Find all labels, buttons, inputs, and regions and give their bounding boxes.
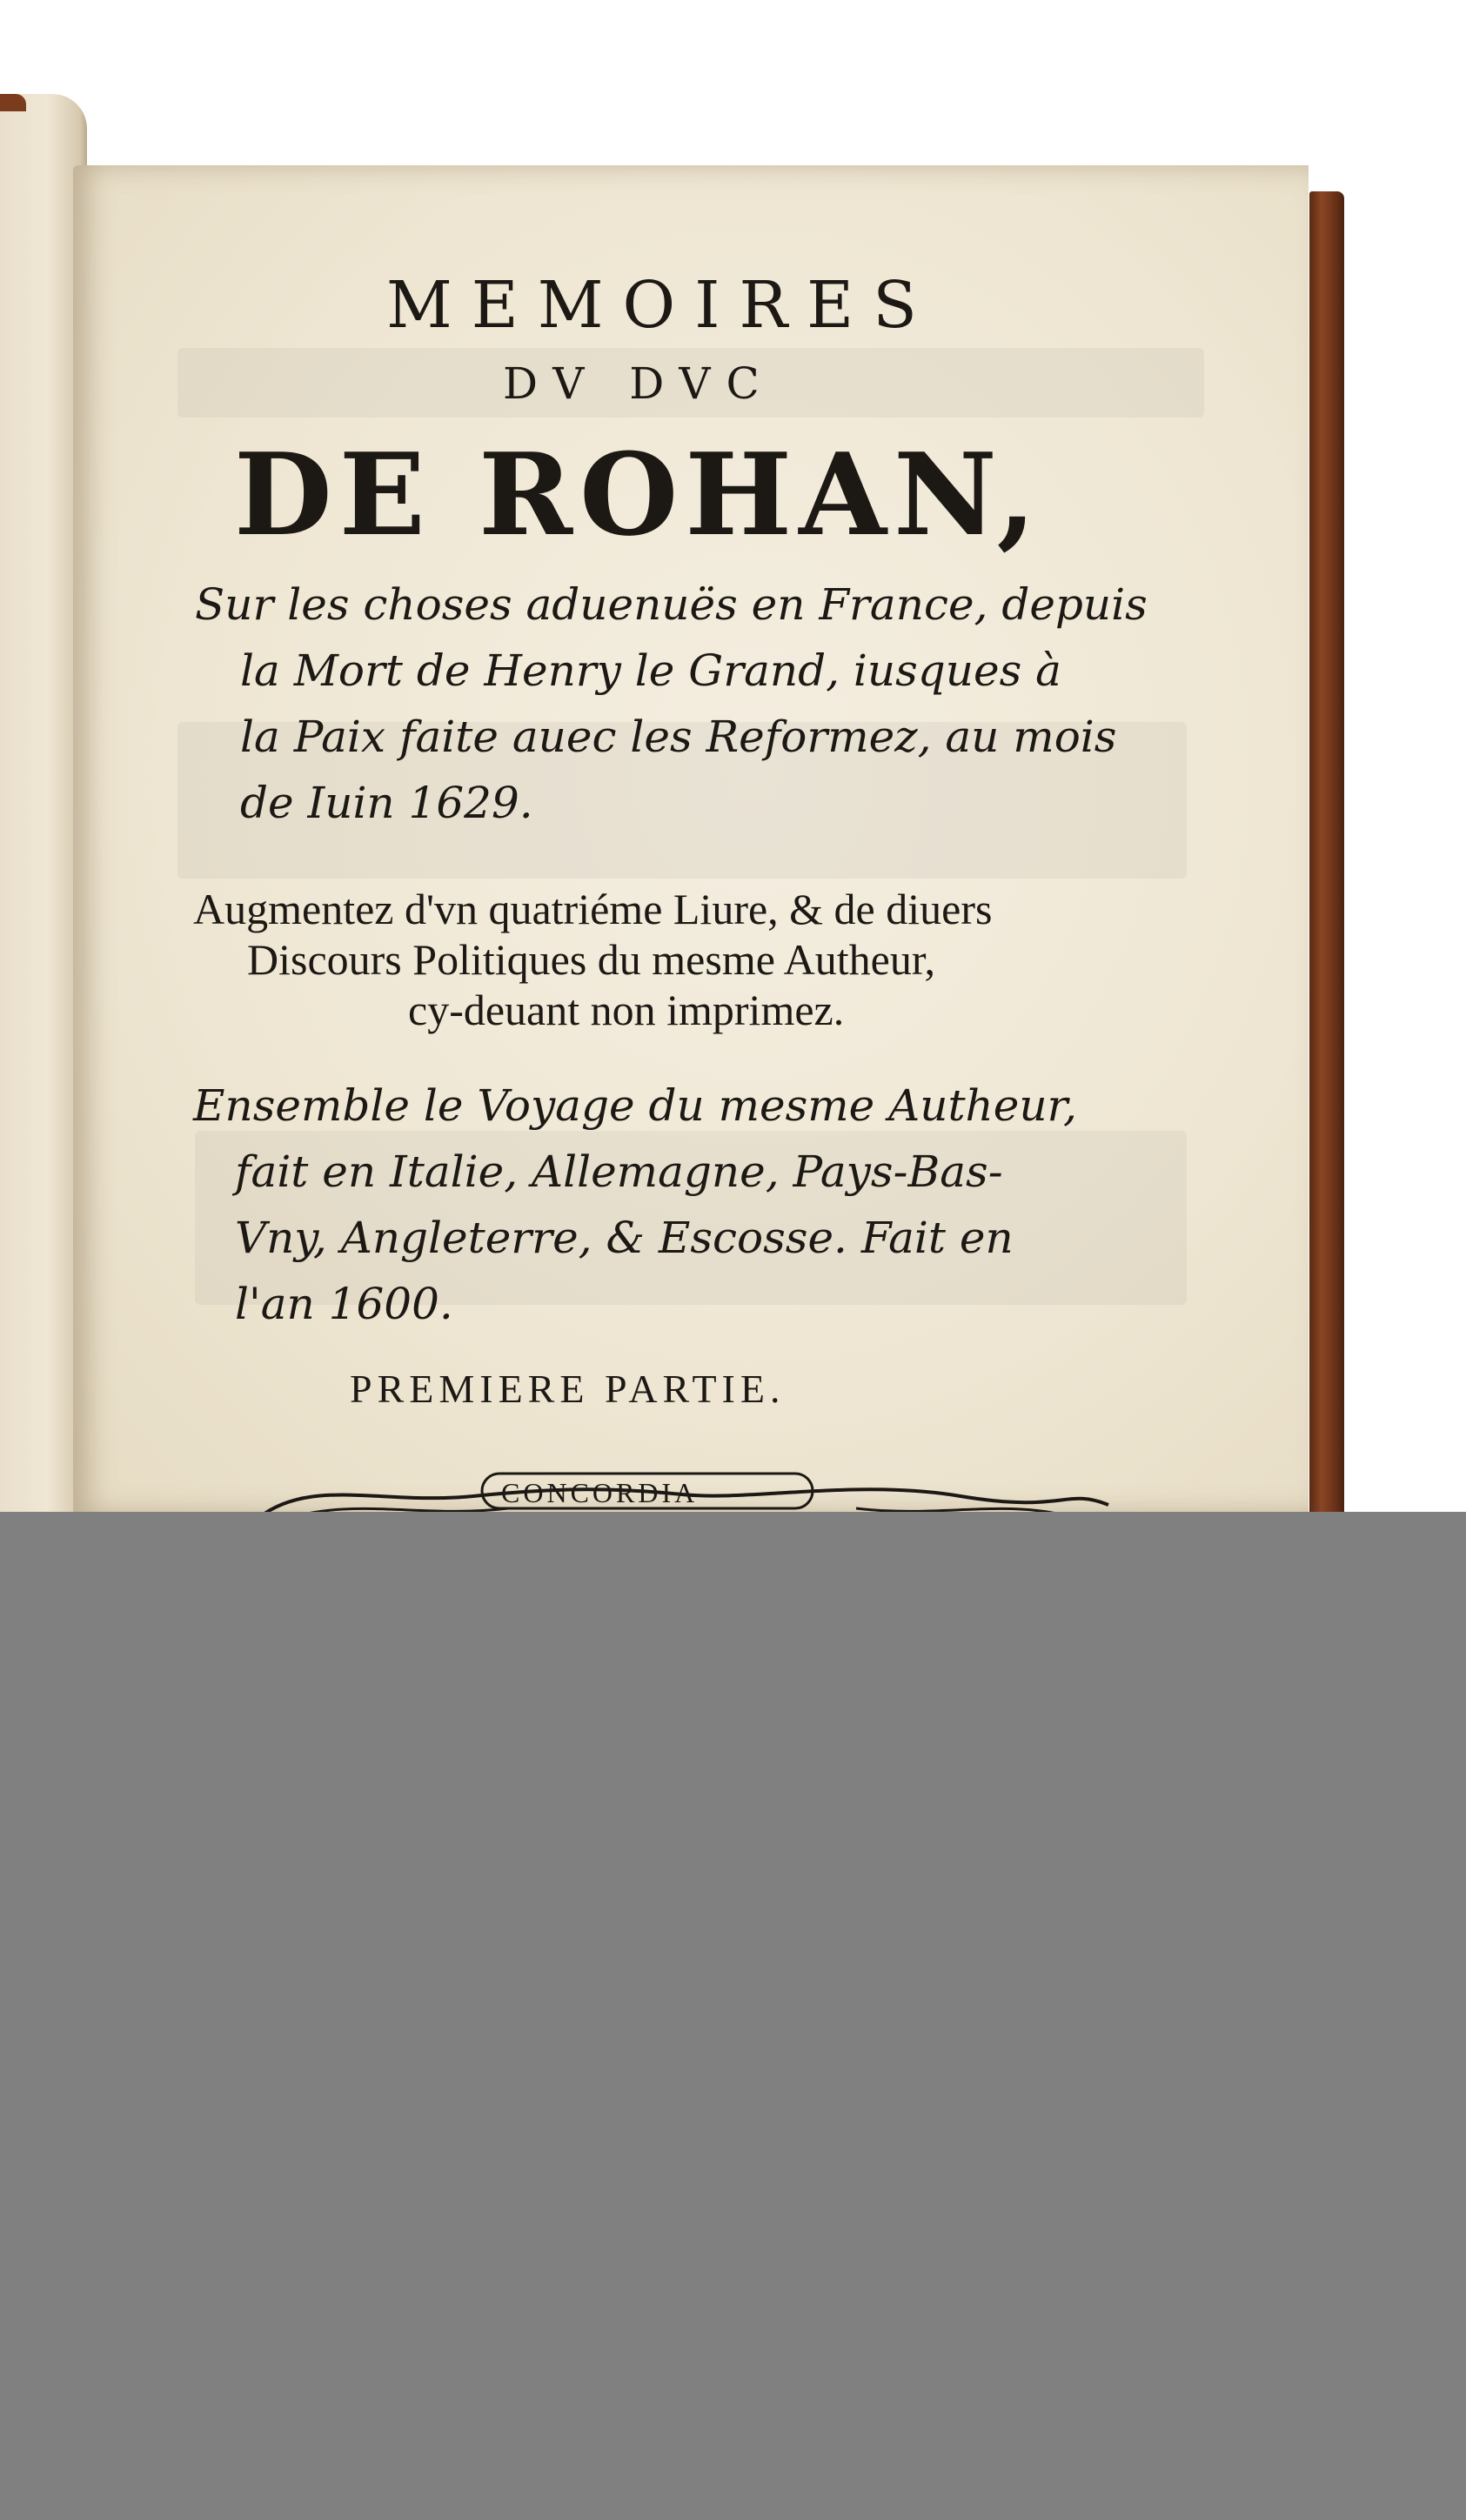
subtitle-line: de Iuin 1629. [240, 778, 533, 828]
augmentez-line: Discours Politiques du mesme Autheur, [247, 935, 935, 984]
subtitle-line: la Mort de Henry le Grand, iusques à [240, 645, 1061, 696]
subtitle-line: la Paix faite auec les Reformez, au mois [240, 712, 1117, 762]
title-line-2: DV DVC [503, 358, 775, 409]
ensemble-line: fait en Italie, Allemagne, Pays-Bas- [235, 1146, 1003, 1197]
title-page [73, 165, 1309, 1514]
left-cover-corner [0, 94, 26, 111]
subtitle-line: Sur les choses aduenuës en France, depuis [195, 579, 1148, 630]
leather-cover-edge [1309, 191, 1344, 1514]
ensemble-line: Ensemble le Voyage du mesme Autheur, [193, 1080, 1077, 1131]
device-motto: CONCORDIA [501, 1477, 699, 1508]
redacted-gray-region [0, 1512, 1466, 2520]
ensemble-line: l'an 1600. [235, 1279, 453, 1329]
title-page-text [73, 165, 1309, 1514]
ensemble-line: Vny, Angleterre, & Escosse. Fait en [235, 1213, 1014, 1263]
title-line-1: MEMOIRES [386, 268, 936, 343]
augmentez-line: cy-deuant non imprimez. [408, 986, 845, 1034]
augmentez-line: Augmentez d'vn quatriéme Liure, & de diuers [193, 885, 993, 933]
title-line-3: DE ROHAN, [234, 428, 1043, 561]
part-heading: PREMIERE PARTIE. [350, 1367, 786, 1411]
